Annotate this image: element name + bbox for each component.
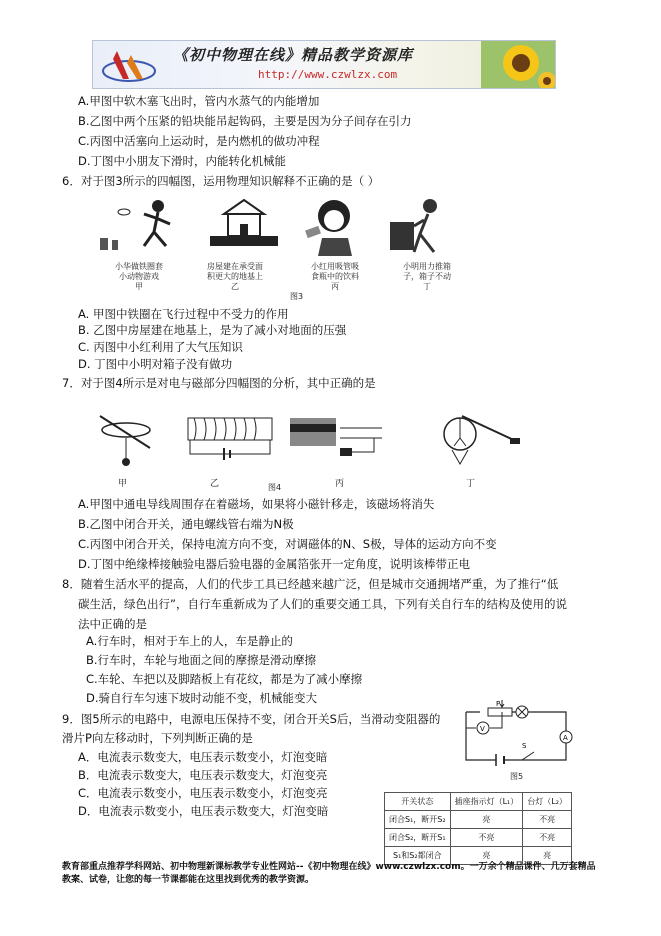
girl-drinking-icon [305,200,352,256]
q6-stem: 6．对于图3所示的四幅图，运用物理知识解释不正确的是（ ） [62,174,380,188]
fig4-label-1: 甲 [118,479,128,489]
table-row: 闭合S₂，断开S₁ 不亮 不亮 [385,829,572,847]
fig4-label-4: 丁 [466,479,476,489]
banner-title: 《初中物理在线》精品教学资源库 [173,46,414,64]
q5-option-d: D.丁图中小朋友下滑时，内能转化机械能 [78,154,287,168]
fig4-label-3: 丙 [335,479,345,489]
header-banner [92,40,556,89]
figure4-illustrations [90,404,530,476]
compass-needle-icon [100,416,150,466]
q8-option-c: C.车轮、车把以及脚踏板上有花纹，都是为了减小摩擦 [86,672,363,686]
fig3-caption-1: 小华做铁圈套 小动物游戏 甲 [115,262,163,291]
logo-icon [99,45,161,85]
ammeter-label: A [563,734,568,742]
fig3-caption-4: 小明用力推箱 子，箱子不动 丁 [403,262,451,291]
q9-option-a: A．电流表示数变大，电压表示数变小，灯泡变暗 [78,750,328,764]
circuit-diagram [458,698,578,770]
q5-option-b: B.乙图中两个压紧的铅块能吊起钩码，主要是因为分子间存在引力 [78,114,412,128]
fig3-caption-3: 小红用吸管吸 食瓶中的饮料 丙 [311,262,359,291]
fig5-title: 图5 [510,772,524,781]
table-header: 开关状态 [385,793,451,811]
q6-option-d: D. 丁图中小明对箱子没有做功 [78,357,233,371]
q8-option-d: D.骑自行车匀速下坡时动能不变，机械能变大 [86,691,318,705]
fig3-caption-2: 房屋建在承受面 积更大的地基上 乙 [207,262,263,291]
q6-option-a: A. 甲图中铁圈在飞行过程中不受力的作用 [78,307,289,321]
switch-label: S [522,742,527,750]
figure3-illustrations [94,194,444,260]
sunflower-icon [481,41,555,88]
fig4-label-2: 乙 [210,479,220,489]
table-row: S₁和S₂都闭合 亮 亮 [385,847,572,865]
q9-stem-line1: 9．图5所示的电路中，电源电压保持不变，闭合开关S后，当滑动变阻器的 [62,712,441,726]
q9-option-c: C．电流表示数变小，电压表示数变小，灯泡变亮 [78,786,328,800]
voltmeter-label: V [480,725,485,733]
q6-option-b: B. 乙图中房屋建在地基上，是为了减小对地面的压强 [78,323,347,337]
q5-option-c: C.丙图中活塞向上运动时，是内燃机的做功冲程 [78,134,320,148]
q7-option-d: D.丁图中绝缘棒接触验电器后验电器的金属箔张开一定角度，说明该棒带正电 [78,557,471,571]
boy-pushing-box-icon [390,199,437,252]
q5-option-a: A.甲图中软木塞飞出时，管内水蒸气的内能增加 [78,94,320,108]
q8-stem-line1: 8．随着生活水平的提高，人们的代步工具已经越来越广泛，但是城市交通拥堵严重，为了推行“低 [62,577,559,591]
q8-option-a: A.行车时，相对于车上的人，车是静止的 [86,634,293,648]
q7-option-a: A.甲图中通电导线周围存在着磁场，如果将小磁针移走，该磁场将消失 [78,497,435,511]
house-icon [210,200,278,246]
fig3-title: 图3 [290,292,304,301]
table-row: 闭合S₁，断开S₂ 亮 不亮 [385,811,572,829]
q6-option-c: C. 丙图中小红利用了大气压知识 [78,340,243,354]
q7-option-c: C.丙图中闭合开关，保持电流方向不变，对调磁体的N、S极，导体的运动方向不变 [78,537,497,551]
banner-url[interactable]: http://www.czwlzx.com [258,68,398,81]
table-header-row [385,793,572,811]
table-header: 插座指示灯（L₁） [450,793,523,811]
q9-option-b: B．电流表示数变大，电压表示数变大，灯泡变亮 [78,768,328,782]
girl-throwing-hoop-icon [100,200,170,250]
q8-option-b: B.行车时，车轮与地面之间的摩擦是滑动摩擦 [86,653,317,667]
q9-option-d: D．电流表示数变小，电压表示数变大，灯泡变暗 [78,804,329,818]
q8-stem-line2: 碳生活，绿色出行”，自行车重新成为了人们的重要交通工具，下列有关自行车的结构及使用的说 [78,597,567,611]
q8-stem-line3: 法中正确的是 [78,617,147,631]
q7-stem: 7．对于图4所示是对电与磁部分四幅图的分析，其中正确的是 [62,376,376,390]
switch-state-table [384,792,572,865]
table-header: 台灯（L₂） [523,793,572,811]
page-footer: 教育部重点推荐学科网站、初中物理新课标教学专业性网站--《初中物理在线》www.czwlzx.com。一万余个精品课件、几万套精品教案、试卷，让您的每一节课都能在这里找到优秀的教学资源。 [62,862,596,885]
slider-label: P [496,700,501,708]
q9-stem-line2: 滑片P向左移动时，下列判断正确的是 [62,731,253,745]
solenoid-icon [188,418,272,460]
fig4-title: 图4 [268,483,282,492]
magnet-rails-icon [290,418,382,456]
q7-option-b: B.乙图中闭合开关，通电螺线管右端为N极 [78,517,294,531]
electroscope-icon [444,416,520,464]
